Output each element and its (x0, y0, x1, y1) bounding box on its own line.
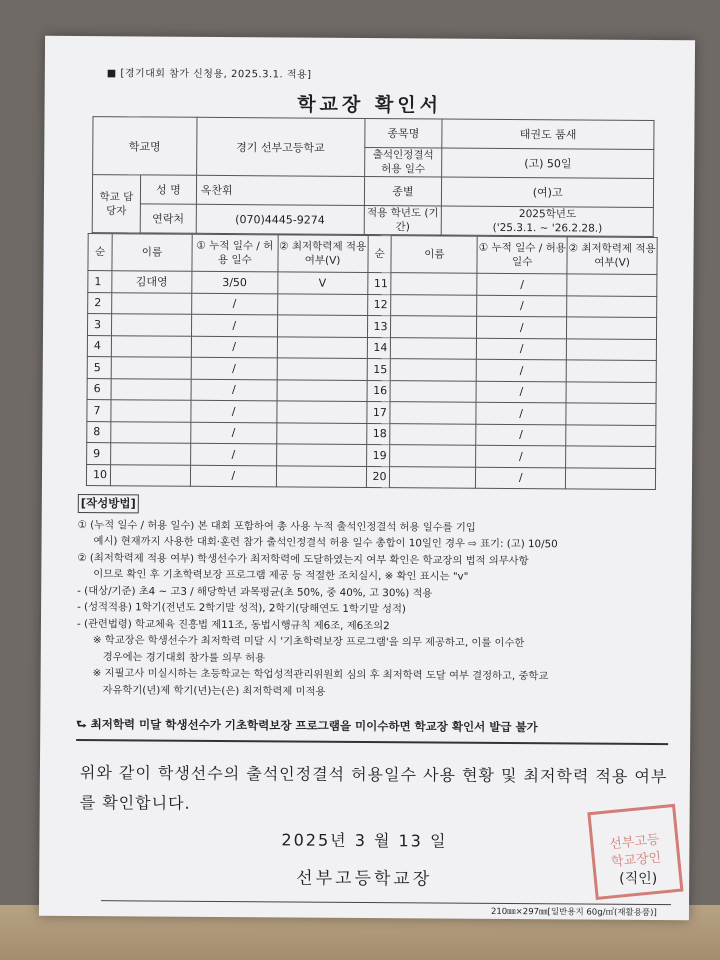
row-min (277, 315, 367, 337)
row-days: / (476, 381, 566, 403)
row-min (276, 444, 366, 466)
row-no: 19 (366, 444, 390, 466)
row-min (566, 446, 656, 468)
category-label: 종별 (364, 176, 442, 206)
header-min-right: ② 최저학력제 적용 여부(V) (567, 237, 657, 275)
row-name (390, 445, 476, 467)
official-seal-stamp: 선부고등 학교장인 (587, 804, 683, 900)
row-min (277, 401, 367, 423)
guide-line-10: ※ 지필고사 미실시하는 초등학교는 학업성적관리위원회 심의 후 최저학력 도달 여부 결정하고, 중학교 (92, 667, 549, 683)
row-days: / (191, 400, 277, 422)
row-min (566, 403, 656, 425)
row-days: / (477, 295, 567, 317)
header-days-right: ① 누적 일수 / 허용 일수 (477, 236, 567, 274)
row-no: 11 (367, 272, 391, 294)
row-min (277, 379, 367, 401)
row-min (277, 293, 367, 315)
guide-line-1: ① (누적 일수 / 허용 일수) 본 대회 포함하여 총 사용 누적 출석인정결석 허용 일수를 기입 (77, 518, 476, 534)
row-days: / (476, 467, 566, 489)
table-row (86, 464, 655, 489)
allowed-days-value: (고) 50일 (442, 148, 654, 178)
row-days: / (477, 316, 567, 338)
school-label: 학교명 (93, 117, 197, 176)
row-name (390, 423, 476, 445)
row-days: / (190, 465, 276, 487)
row-name (111, 378, 191, 400)
row-no: 10 (86, 464, 110, 486)
row-days: / (476, 402, 566, 424)
row-name (391, 316, 477, 338)
writing-guide (76, 494, 677, 702)
row-no: 18 (366, 423, 390, 445)
name-label: 성 명 (140, 175, 196, 204)
paper-size-note: 210㎜×297㎜[일반용지 60g/㎡(재활용품)] (490, 906, 657, 919)
row-no: 14 (367, 337, 391, 359)
guide-line-6: - (성적적용) 1학기(전년도 2학기말 성적), 2학기(당해연도 1학기말 성적) (77, 600, 407, 616)
year-period: ('25.3.1. ~ '26.2.28.) (492, 221, 603, 235)
row-name (390, 402, 476, 424)
name-value: 옥찬휘 (196, 175, 364, 205)
row-no: 1 (88, 271, 112, 293)
header-no-right: 순 (367, 235, 391, 272)
year-cell (442, 206, 654, 236)
year-label: 적용 학년도 (기간) (364, 205, 442, 235)
student-list-table (86, 233, 658, 490)
header-days-left: ① 누적 일수 / 허용 일수 (192, 234, 278, 272)
row-min (566, 338, 656, 360)
category-value: (여)고 (442, 177, 654, 207)
document-page (39, 36, 695, 921)
seal-label: (직인) (619, 870, 658, 888)
phone-label: 연락처 (140, 204, 196, 233)
row-days: / (191, 422, 277, 444)
row-days: / (190, 443, 276, 465)
row-days: / (477, 338, 567, 360)
row-name (391, 294, 477, 316)
guide-line-3: ② (최저학력제 적용 여부) 학생선수가 최저학력에 도달하였는지 여부 확인은 학교장의 법적 의무사항 (77, 551, 529, 567)
row-no: 9 (87, 443, 111, 465)
signer-title: 선부고등학교장 (296, 868, 433, 890)
row-no: 16 (367, 380, 391, 402)
row-name (112, 292, 192, 314)
event-value: 태권도 품새 (442, 119, 654, 149)
event-label: 종목명 (364, 118, 442, 148)
row-days: / (191, 336, 277, 358)
row-min (277, 358, 367, 380)
warning-text: 최저학력 미달 학생선수가 기초학력보장 프로그램을 미이수하면 학교장 확인서 발급 불가 (90, 717, 538, 735)
row-min: V (277, 272, 367, 294)
row-no: 13 (367, 315, 391, 337)
header-name-right: 이름 (391, 236, 477, 274)
row-days: / (477, 273, 567, 295)
header-min-left: ② 최저학력제 적용 여부(V) (278, 235, 368, 273)
year-value: 2025학년도 (518, 208, 577, 221)
row-no: 3 (87, 314, 111, 336)
confirmation-statement: 위와 같이 학생선수의 출석인정결석 허용일수 사용 현황 및 최저학력 적용 여부를 확인합니다. (79, 763, 668, 813)
row-no: 20 (366, 466, 390, 488)
guide-line-8: ※ 학교장은 학생선수가 최저학력 미달 시 '기초학력보장 프로그램'을 의무 제공하고, 이를 이수한 (92, 634, 525, 650)
row-name (111, 443, 191, 465)
row-min (277, 336, 367, 358)
row-min (567, 274, 657, 296)
row-name (391, 273, 477, 295)
row-days: / (476, 424, 566, 446)
row-name (391, 359, 477, 381)
phone-value: (070)4445-9274 (196, 204, 364, 234)
row-min (567, 295, 657, 317)
row-name (111, 421, 191, 443)
header-no-left: 순 (88, 234, 112, 271)
row-no: 15 (367, 358, 391, 380)
row-name (111, 357, 191, 379)
row-days: / (476, 445, 566, 467)
document-title: 학교장 확인서 (297, 93, 443, 117)
row-name (111, 400, 191, 422)
row-name (391, 380, 477, 402)
row-no: 6 (87, 378, 111, 400)
row-days: / (191, 357, 277, 379)
guide-line-4: 이므로 확인 후 기초학력보장 프로그램 제공 등 적절한 조치실시, ※ 확인 표시는 "v" (93, 568, 469, 583)
guide-line-11: 자유학기(년)제 학기(년)는(은) 최저학력제 미적용 (102, 683, 326, 698)
guide-line-7: - (관련법령) 학교체육 진흥법 제11조, 동법시행규칙 제6조, 제6조의2 (76, 617, 390, 632)
row-no: 12 (367, 294, 391, 316)
info-table (92, 116, 655, 237)
row-min (276, 465, 366, 487)
row-min (566, 360, 656, 382)
row-min (566, 381, 656, 403)
row-min (566, 467, 656, 489)
allowed-days-label: 출석인정결석 허용 일수 (364, 147, 442, 177)
row-min (276, 422, 366, 444)
row-days: / (191, 314, 277, 336)
guide-title: [작성방법] (78, 494, 139, 513)
row-no: 2 (88, 292, 112, 314)
guide-line-9: 경우에는 경기대회 참가를 의무 허용 (102, 650, 266, 664)
warning-icon: ⮑ (76, 716, 91, 732)
row-no: 4 (87, 335, 111, 357)
row-name (110, 464, 190, 486)
row-name (111, 314, 191, 336)
row-days: / (191, 379, 277, 401)
row-min (567, 317, 657, 339)
guide-line-2: 예시) 현재까지 사용한 대회·훈련 참가 출석인정결석 허용 일수 총합이 10일인 경우 ⇨ 표기: (고) 10/50 (93, 535, 558, 551)
issue-date: 2025년 3 월 13 일 (281, 830, 448, 851)
row-name: 김대영 (112, 271, 192, 293)
footer-divider (101, 900, 671, 905)
header-note: ■ [경기대회 참가 신청용, 2025.3.1. 적용] (106, 68, 312, 81)
guide-line-5: - (대상/기준) 초4 ~ 고3 / 해당학년 과목평균(초 50%, 중 40%, 고 30%) 적용 (77, 584, 433, 599)
row-name (391, 337, 477, 359)
row-days: / (476, 359, 566, 381)
header-name-left: 이름 (112, 234, 192, 272)
row-no: 7 (87, 400, 111, 422)
row-no: 5 (87, 357, 111, 379)
row-no: 8 (87, 421, 111, 443)
school-value: 경기 선부고등학교 (196, 117, 364, 176)
row-no: 17 (366, 401, 390, 423)
contact-label: 학교 담당자 (92, 175, 140, 233)
row-name (390, 466, 476, 488)
row-min (566, 424, 656, 446)
warning-line (76, 716, 668, 745)
row-name (111, 335, 191, 357)
row-days: 3/50 (192, 271, 278, 293)
row-days: / (191, 293, 277, 315)
